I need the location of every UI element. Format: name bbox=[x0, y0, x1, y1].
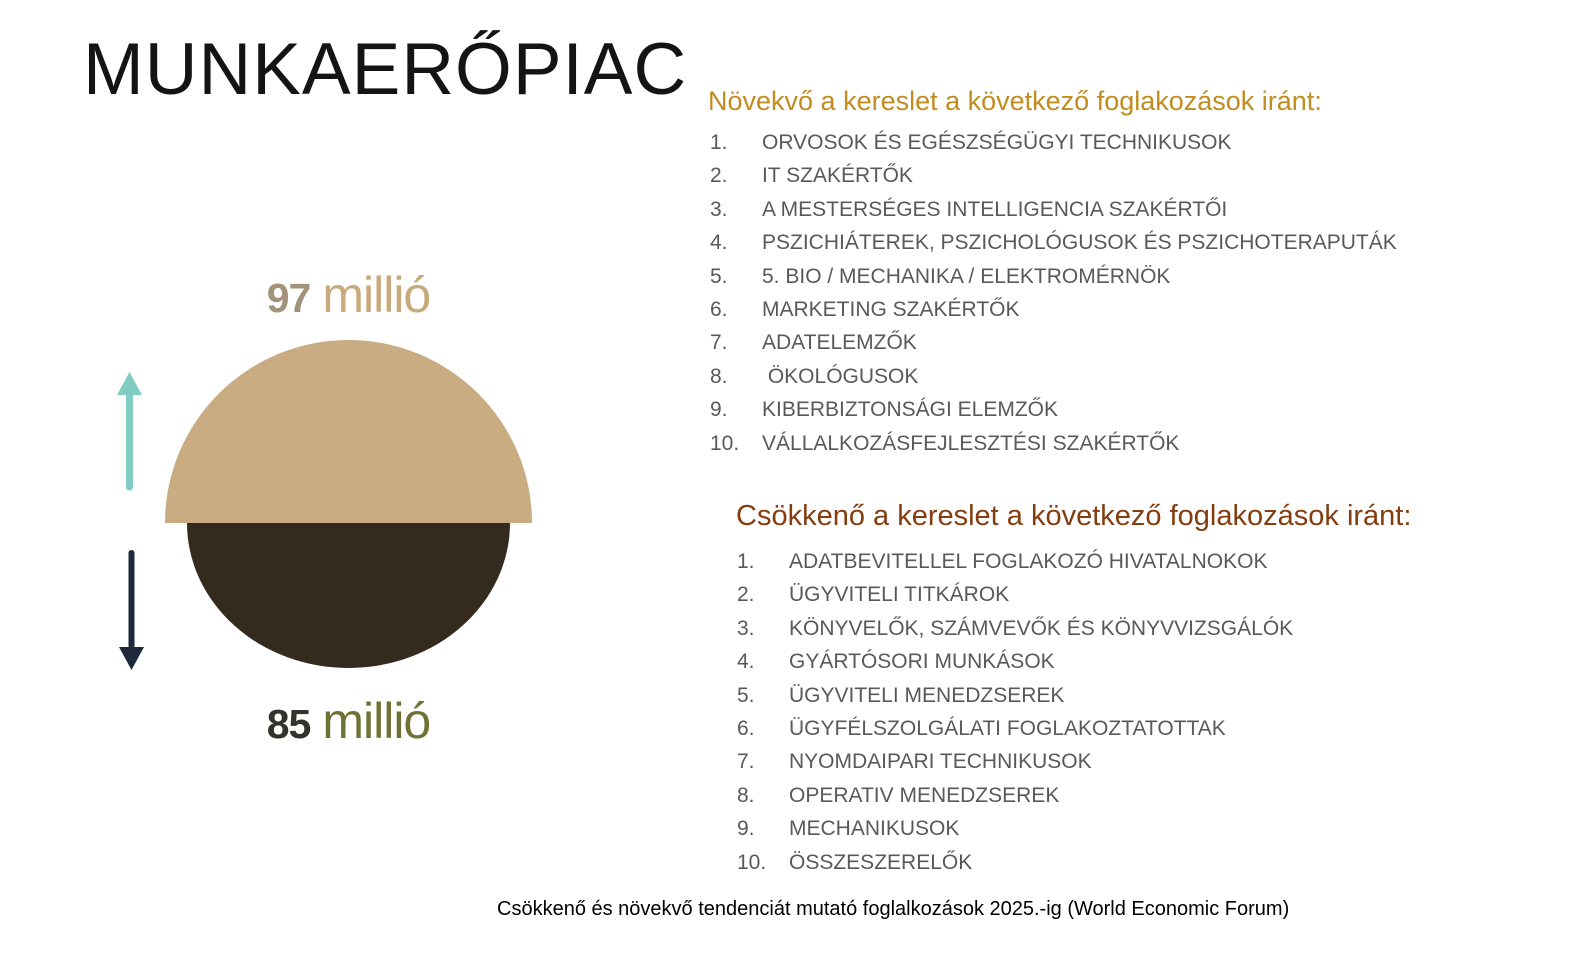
item-label: VÁLLALKOZÁSFEJLESZTÉSI SZAKÉRTŐK bbox=[762, 431, 1180, 455]
item-label: MARKETING SZAKÉRTŐK bbox=[762, 297, 1020, 321]
item-number: 6. bbox=[710, 297, 728, 321]
item-label: KIBERBIZTONSÁGI ELEMZŐK bbox=[762, 398, 1059, 422]
increase-value-label bbox=[165, 266, 532, 324]
item-number: 1. bbox=[710, 131, 728, 154]
item-number: 2. bbox=[710, 164, 728, 188]
up-arrow-icon bbox=[116, 372, 143, 497]
increase-value: 97 bbox=[266, 275, 311, 321]
list-item bbox=[737, 545, 1293, 578]
item-number: 1. bbox=[737, 550, 755, 573]
item-number: 4. bbox=[737, 650, 755, 674]
item-label: ÜGYFÉLSZOLGÁLATI FOGLAKOZTATOTTAK bbox=[789, 716, 1226, 740]
down-arrow-icon bbox=[118, 548, 145, 675]
item-label: A MESTERSÉGES INTELLIGENCIA SZAKÉRTŐI bbox=[762, 197, 1228, 221]
list-item bbox=[737, 779, 1293, 812]
list-item bbox=[737, 846, 1293, 879]
item-number: 7. bbox=[710, 331, 728, 355]
list-item bbox=[737, 812, 1293, 845]
item-number: 3. bbox=[710, 197, 728, 221]
item-label: IT SZAKÉRTŐK bbox=[762, 164, 913, 188]
item-label: GYÁRTÓSORI MUNKÁSOK bbox=[789, 650, 1055, 674]
decrease-semicircle bbox=[187, 523, 510, 668]
item-label: ÜGYVITELI TITKÁROK bbox=[789, 583, 1010, 607]
list-item bbox=[737, 745, 1293, 778]
list-item bbox=[737, 612, 1293, 645]
item-number: 9. bbox=[710, 398, 728, 422]
item-label: ADATBEVITELLEL FOGLAKOZÓ HIVATALNOKOK bbox=[789, 550, 1268, 573]
list-item bbox=[710, 326, 1397, 359]
item-number: 10. bbox=[710, 431, 740, 455]
list-item bbox=[710, 393, 1397, 426]
list-item bbox=[710, 226, 1397, 259]
list-item bbox=[710, 427, 1397, 460]
page-title: MUNKAERŐPIAC bbox=[83, 29, 688, 110]
item-label: ADATELEMZŐK bbox=[762, 331, 917, 355]
increase-unit: millió bbox=[322, 267, 431, 323]
growing-list bbox=[710, 126, 1397, 460]
item-number: 10. bbox=[737, 850, 767, 874]
item-number: 5. bbox=[737, 683, 755, 707]
item-label: OPERATIV MENEDZSEREK bbox=[789, 783, 1060, 807]
item-number: 7. bbox=[737, 750, 755, 774]
item-label: 5. BIO / MECHANIKA / ELEKTROMÉRNÖK bbox=[762, 264, 1171, 288]
item-number: 4. bbox=[710, 231, 728, 255]
list-item bbox=[737, 578, 1293, 611]
decrease-unit: millió bbox=[322, 693, 431, 749]
list-item bbox=[737, 712, 1293, 745]
increase-semicircle bbox=[165, 340, 532, 523]
growing-heading: Növekvő a kereslet a következő foglakozások iránt: bbox=[708, 86, 1322, 116]
list-item bbox=[710, 293, 1397, 326]
item-number: 2. bbox=[737, 583, 755, 607]
decrease-value: 85 bbox=[266, 701, 311, 747]
list-item bbox=[710, 159, 1397, 192]
decrease-value-label bbox=[165, 692, 532, 750]
item-number: 3. bbox=[737, 616, 755, 640]
item-label: NYOMDAIPARI TECHNIKUSOK bbox=[789, 750, 1092, 774]
list-item bbox=[710, 193, 1397, 226]
list-item bbox=[710, 360, 1397, 393]
item-number: 5. bbox=[710, 264, 728, 288]
caption: Csökkenő és növekvő tendenciát mutató foglalkozások 2025.-ig (World Economic Forum) bbox=[497, 898, 1290, 920]
item-label: MECHANIKUSOK bbox=[789, 817, 960, 841]
item-label: ÖSSZESZERELŐK bbox=[789, 850, 973, 874]
item-label: ÜGYVITELI MENEDZSEREK bbox=[789, 683, 1065, 707]
list-item bbox=[710, 260, 1397, 293]
list-item bbox=[737, 645, 1293, 678]
item-number: 9. bbox=[737, 817, 755, 841]
list-item bbox=[710, 126, 1397, 159]
item-number: 8. bbox=[737, 783, 755, 807]
item-number: 6. bbox=[737, 716, 755, 740]
list-item bbox=[737, 679, 1293, 712]
item-number: 8. bbox=[710, 364, 728, 388]
item-label: ÖKOLÓGUSOK bbox=[762, 364, 919, 388]
item-label: PSZICHIÁTEREK, PSZICHOLÓGUSOK ÉS PSZICHOTERAPUTÁK bbox=[762, 231, 1397, 255]
item-label: ORVOSOK ÉS EGÉSZSÉGÜGYI TECHNIKUSOK bbox=[762, 131, 1232, 154]
declining-heading: Csökkenő a kereslet a következő foglakozások iránt: bbox=[736, 500, 1412, 532]
declining-list bbox=[737, 545, 1293, 879]
item-label: KÖNYVELŐK, SZÁMVEVŐK ÉS KÖNYVVIZSGÁLÓK bbox=[789, 616, 1294, 640]
